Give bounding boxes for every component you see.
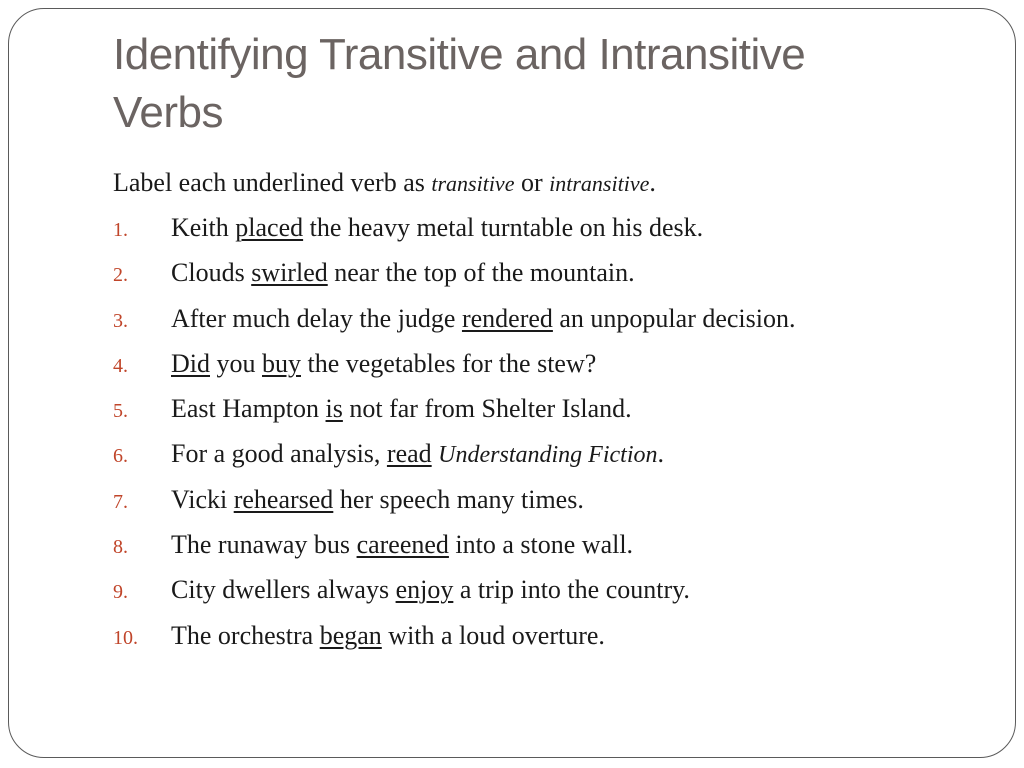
sentence-after: not far from Shelter Island. <box>342 394 632 424</box>
item-number: 9. <box>113 581 128 604</box>
sentence-after: an unpopular decision. <box>552 303 796 333</box>
item-number: 2. <box>113 264 128 287</box>
underlined-verb: placed <box>235 213 304 242</box>
sentence-before: For a good analysis, <box>171 439 387 469</box>
item-number: 6. <box>113 445 128 468</box>
underlined-verb: began <box>319 620 382 650</box>
slide-body <box>113 166 993 664</box>
book-title: Understanding Fiction <box>438 442 658 469</box>
item-number: 1. <box>113 219 128 241</box>
sentence-after: . <box>657 439 664 469</box>
title-line-2: Verbs <box>113 88 224 137</box>
sentence-after: into a stone wall. <box>448 530 634 560</box>
sentence-before: Vicki <box>171 484 234 514</box>
sentence-before: After much delay the judge <box>171 303 462 333</box>
sentence-after: near the top of the mountain. <box>327 258 635 288</box>
item-sentence <box>171 302 796 336</box>
underlined-verb: enjoy <box>395 575 454 605</box>
underlined-verb: swirled <box>251 258 328 288</box>
sentence-middle: you <box>210 348 262 378</box>
underlined-verb: rendered <box>461 303 553 333</box>
underlined-verb: buy <box>262 348 301 378</box>
sentence-before: City dwellers always <box>171 575 396 605</box>
list-item <box>113 483 993 528</box>
instruction-middle: or <box>514 168 550 197</box>
sentence-after: the heavy metal turntable on his desk. <box>303 213 704 242</box>
item-sentence <box>171 619 605 653</box>
item-sentence <box>171 573 690 607</box>
sentence-before: The orchestra <box>171 620 320 650</box>
slide-title <box>113 26 973 142</box>
item-number: 3. <box>113 309 128 332</box>
underlined-verb: careened <box>356 530 449 560</box>
list-item <box>113 211 993 256</box>
list-item <box>113 528 993 573</box>
instruction-prefix: Label each underlined verb as <box>113 168 432 197</box>
list-item <box>113 619 993 664</box>
item-sentence <box>171 392 632 426</box>
sentence-before: East Hampton <box>171 394 326 424</box>
list-item <box>113 347 993 392</box>
underlined-verb: Did <box>171 348 210 378</box>
sentence-after: her speech many times. <box>333 484 584 514</box>
title-line-1: Identifying Transitive and Intransitive <box>113 30 806 79</box>
underlined-verb: rehearsed <box>233 484 334 514</box>
item-sentence <box>171 437 664 472</box>
item-number: 4. <box>113 354 128 377</box>
item-sentence <box>171 347 596 381</box>
item-number: 8. <box>113 536 128 559</box>
sentence-after: the vegetables for the stew? <box>301 348 597 378</box>
item-number: 5. <box>113 400 128 423</box>
item-sentence <box>171 528 633 562</box>
item-sentence <box>171 256 635 290</box>
instruction-option-intransitive: intransitive <box>549 171 650 196</box>
instruction-suffix: . <box>649 168 656 197</box>
instruction-option-transitive: transitive <box>431 171 515 196</box>
item-number: 7. <box>113 490 128 513</box>
item-number: 10. <box>113 626 138 649</box>
list-item <box>113 256 993 301</box>
item-sentence <box>171 211 703 245</box>
underlined-verb: read <box>386 439 432 469</box>
instruction-text <box>113 166 993 211</box>
sentence-before: Keith <box>171 213 236 242</box>
sentence-before: The runaway bus <box>171 530 357 560</box>
list-item <box>113 302 993 347</box>
list-item <box>113 392 993 437</box>
item-sentence <box>171 483 584 517</box>
list-item <box>113 573 993 618</box>
list-item <box>113 437 993 482</box>
sentence-before: Clouds <box>171 258 252 288</box>
underlined-verb: is <box>325 394 343 424</box>
sentence-after: with a loud overture. <box>381 620 605 650</box>
sentence-after: a trip into the country. <box>453 575 690 605</box>
